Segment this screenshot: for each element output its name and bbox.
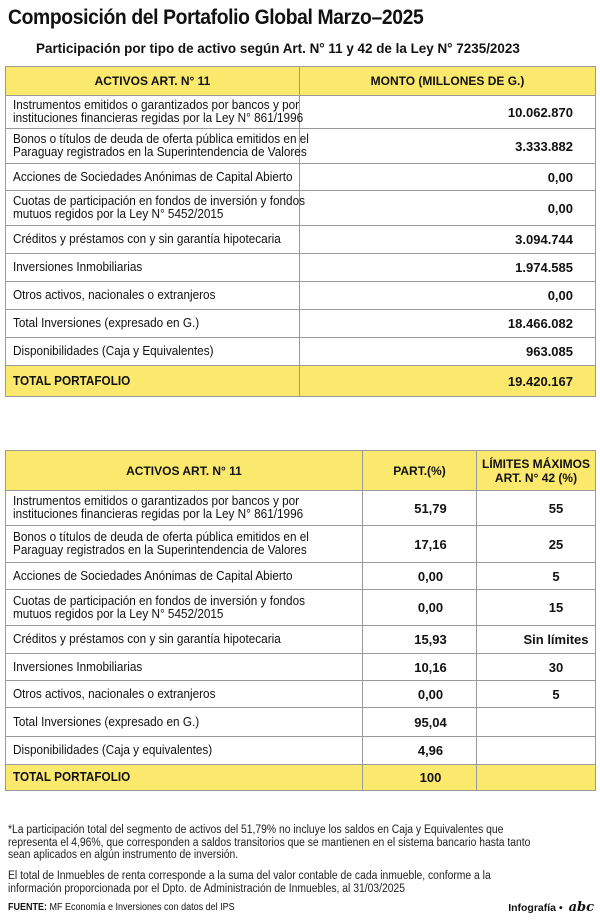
amount-value: 10.062.870 (300, 96, 596, 129)
table-row (6, 491, 596, 526)
amount-value: 963.085 (300, 338, 596, 366)
asset-label-line: Total Inversiones (expresado en G.) (13, 316, 200, 330)
asset-label-line: Instrumentos emitidos o garantizados por bancos y por (13, 98, 300, 112)
table-row (6, 654, 596, 681)
asset-label-line: Disponibilidades (Caja y Equivalentes) (13, 344, 214, 358)
footnote-line: sean aplicados en algún instrumento de inversión. (8, 849, 239, 861)
source-note (8, 902, 235, 913)
limit-value: Sin límites (477, 626, 596, 654)
source-label: FUENTE: (8, 902, 48, 913)
asset-label-line: Otros activos, nacionales o extranjeros (13, 686, 216, 701)
table-row (6, 254, 596, 282)
amounts-table (5, 66, 596, 397)
asset-label-line: Paraguay registrados en la Superintendencia de Valores (13, 543, 307, 557)
total-part: 100 (363, 765, 477, 791)
asset-label (6, 526, 363, 563)
col-header-amount: MONTO (MILLONES DE G.) (300, 67, 596, 96)
footnote-real-estate (8, 870, 598, 895)
asset-label (6, 563, 363, 590)
asset-label-line: Otros activos, nacionales o extranjeros (13, 288, 216, 302)
limit-value (477, 708, 596, 737)
total-amount: 19.420.167 (300, 366, 596, 397)
limit-value: 5 (477, 681, 596, 708)
table-row (6, 226, 596, 254)
participation-table-header (6, 451, 596, 491)
asset-label (6, 254, 300, 282)
total-label (6, 765, 363, 791)
credit-dot: • (558, 902, 563, 914)
part-value: 0,00 (363, 563, 477, 590)
limit-value (477, 737, 596, 765)
asset-label-line: Inversiones Inmobiliarias (13, 260, 143, 274)
footnote-cash (8, 824, 598, 862)
footnote-line: *La participación total del segmento de activos del 51,79% no incluye los saldos en Caja y Equivalentes que (8, 824, 504, 836)
col-header-assets: ACTIVOS ART. N° 11 (6, 67, 300, 96)
asset-label (6, 310, 300, 338)
participation-table (5, 450, 596, 791)
table-row (6, 681, 596, 708)
page-title: Composición del Portafolio Global Marzo–2025 (8, 6, 424, 29)
part-value: 4,96 (363, 737, 477, 765)
footnote-line: El total de Inmuebles de renta corresponde a la suma del valor contable de cada inmueble, conforme a la (8, 870, 491, 882)
table-row (6, 338, 596, 366)
asset-label-line: Bonos o títulos de deuda de oferta pública emitidos en el (13, 530, 309, 544)
amount-value: 0,00 (300, 191, 596, 226)
amount-value: 3.094.744 (300, 226, 596, 254)
asset-label-line: Créditos y préstamos con y sin garantía hipotecaria (13, 632, 281, 646)
asset-label (6, 626, 363, 654)
total-limit (477, 765, 596, 791)
part-value: 0,00 (363, 681, 477, 708)
asset-label (6, 191, 305, 226)
limit-value: 25 (477, 526, 596, 563)
table-row (6, 626, 596, 654)
part-value: 0,00 (363, 590, 477, 626)
col-header-limits (477, 451, 596, 491)
total-label (6, 366, 300, 397)
footnote-line: información proporcionada por el Dpto. de Administración de Inmuebles, al 31/03/2025 (8, 882, 405, 895)
asset-label-line: Inversiones Inmobiliarias (13, 659, 143, 674)
abc-logo: abc (568, 900, 594, 915)
asset-label (6, 338, 300, 366)
asset-label-line: Créditos y préstamos con y sin garantía hipotecaria (13, 232, 281, 246)
part-value: 10,16 (363, 654, 477, 681)
table-row (6, 590, 596, 626)
col-header-assets: ACTIVOS ART. N° 11 (6, 451, 363, 491)
credit-label: Infografía (508, 902, 557, 914)
asset-label-line: instituciones financieras regidas por la Ley N° 861/1996 (13, 111, 304, 125)
total-label-text: TOTAL PORTAFOLIO (13, 373, 131, 388)
asset-label (6, 226, 300, 254)
total-row (6, 765, 596, 791)
asset-label-line: Cuotas de participación en fondos de inversión y fondos (13, 194, 305, 208)
part-value: 17,16 (363, 526, 477, 563)
col-header-limits-l1: LÍMITES MÁXIMOS (482, 456, 590, 471)
table-row (6, 708, 596, 737)
limit-value: 15 (477, 590, 596, 626)
table-row (6, 310, 596, 338)
table-row (6, 164, 596, 191)
col-header-limits-l2: ART. N° 42 (%) (494, 470, 578, 485)
table-row (6, 563, 596, 590)
asset-label (6, 491, 363, 526)
asset-label-line: Total Inversiones (expresado en G.) (13, 714, 200, 729)
part-value: 15,93 (363, 626, 477, 654)
asset-label-line: Cuotas de participación en fondos de inversión y fondos (13, 593, 305, 608)
credit (508, 900, 594, 915)
asset-label-line: Paraguay registrados en la Superintendencia de Valores (13, 145, 307, 159)
amount-value: 0,00 (300, 164, 596, 191)
page-subtitle: Participación por tipo de activo según Art. N° 11 y 42 de la Ley N° 7235/2023 (36, 40, 520, 56)
asset-label-line: mutuos regidos por la Ley N° 5452/2015 (13, 606, 224, 621)
table-row (6, 191, 596, 226)
asset-label (6, 164, 300, 191)
table-row (6, 96, 596, 129)
source-text: MF Economía e Inversiones con datos del IPS (49, 902, 235, 913)
footnote-line: representa el 4,96%, que corresponden a saldos transitorios que se mantienen en el sistema bancario hasta tanto (8, 836, 531, 849)
part-value: 51,79 (363, 491, 477, 526)
asset-label (6, 681, 363, 708)
asset-label-line: Bonos o títulos de deuda de oferta pública emitidos en el (13, 132, 309, 146)
asset-label (6, 590, 363, 626)
col-header-part: PART.(%) (363, 451, 477, 491)
total-label-text: TOTAL PORTAFOLIO (13, 770, 131, 784)
total-row (6, 366, 596, 397)
amounts-table-header (6, 67, 596, 96)
asset-label-line: instituciones financieras regidas por la Ley N° 861/1996 (13, 507, 304, 521)
table-row (6, 282, 596, 310)
amount-value: 3.333.882 (300, 129, 596, 164)
asset-label-line: Instrumentos emitidos o garantizados por bancos y por (13, 494, 300, 508)
table-row (6, 129, 596, 164)
asset-label-line: Disponibilidades (Caja y equivalentes) (13, 743, 213, 757)
asset-label (6, 129, 309, 164)
limit-value: 5 (477, 563, 596, 590)
asset-label (6, 96, 304, 129)
table-row (6, 526, 596, 563)
asset-label (6, 282, 300, 310)
asset-label (6, 654, 363, 681)
amount-value: 1.974.585 (300, 254, 596, 282)
limit-value: 55 (477, 491, 596, 526)
amount-value: 18.466.082 (300, 310, 596, 338)
limit-value: 30 (477, 654, 596, 681)
asset-label-line: mutuos regidos por la Ley N° 5452/2015 (13, 207, 224, 221)
asset-label-line: Acciones de Sociedades Anónimas de Capital Abierto (13, 568, 293, 583)
table-row (6, 737, 596, 765)
asset-label (6, 708, 363, 737)
asset-label (6, 737, 363, 765)
amount-value: 0,00 (300, 282, 596, 310)
part-value: 95,04 (363, 708, 477, 737)
asset-label-line: Acciones de Sociedades Anónimas de Capital Abierto (13, 169, 293, 184)
